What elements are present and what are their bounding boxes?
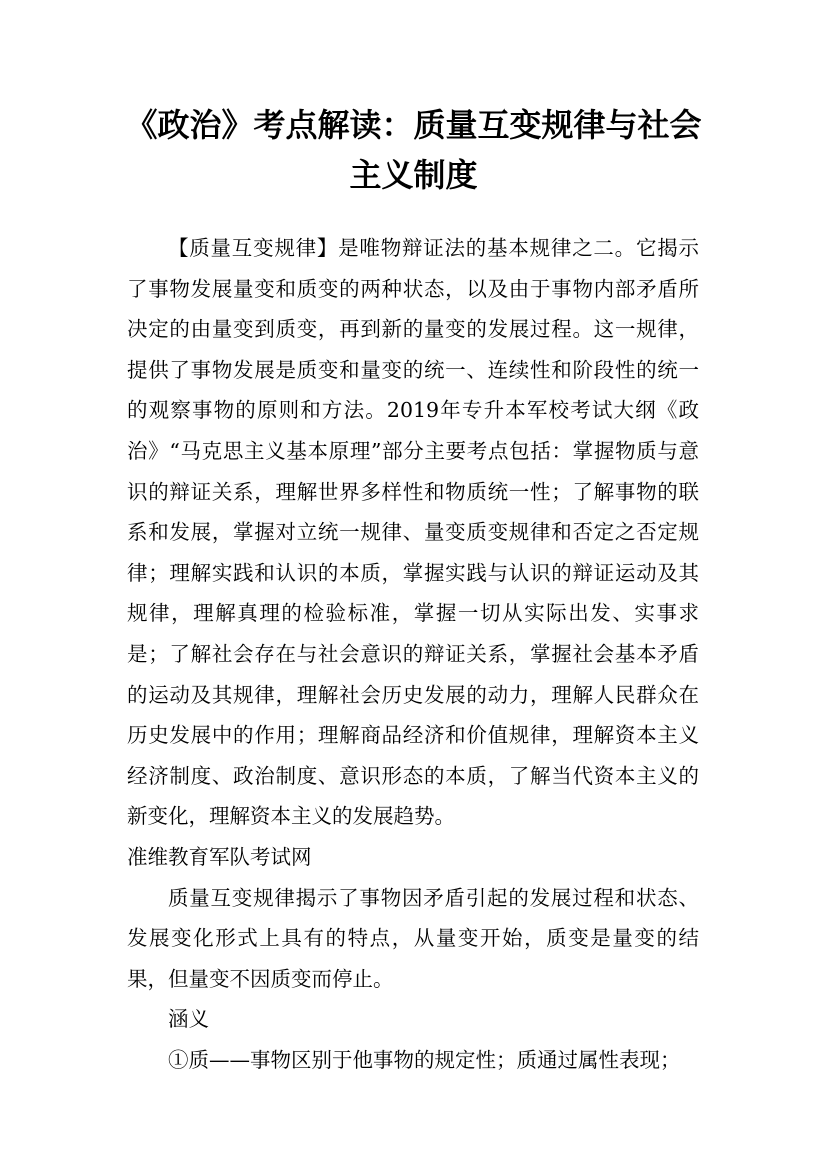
paragraph-intro: 【质量互变规律】是唯物辩证法的基本规律之二。它揭示了事物发展量变和质变的两种状态，以及由于事物内部矛盾所决定的由量变到质变，再到新的量变的发展过程。这一规律，提供了事物发展是质变和量变的统一、连续性和阶段性的统一的观察事物的原则和方法。2019年专升本军校考试大纲《政治》“马克思主义基本原理”部分主要考点包括：掌握物质与意识的辩证关系，理解世界多样性和物质统一性；了解事物的联系和发展，掌握对立统一规律、量变质变规律和否定之否定规律；理解实践和认识的本质，掌握实践与认识的辩证运动及其规律，理解真理的检验标准，掌握一切从实际出发、实事求是；了解社会存在与社会意识的辩证关系，掌握社会基本矛盾的运动及其规律，理解社会历史发展的动力，理解人民群众在历史发展中的作用；理解商品经济和价值规律，理解资本主义经济制度、政治制度、意识形态的本质，了解当代资本主义的新变化，理解资本主义的发展趋势。	[127, 236, 699, 829]
document-title: 《政治》考点解读：质量互变规律与社会主义制度	[125, 106, 702, 194]
document-body	[127, 228, 699, 1080]
paragraph-source: 准维教育军队考试网	[127, 844, 312, 869]
section-heading-meaning: 涵义	[168, 1007, 209, 1032]
paragraph-quality-definition: ①质——事物区别于他事物的规定性；质通过属性表现；	[168, 1047, 681, 1072]
paragraph-explanation: 质量互变规律揭示了事物因矛盾引起的发展过程和状态、发展变化形式上具有的特点，从量变开始，质变是量变的结果，但量变不因质变而停止。	[127, 885, 699, 991]
